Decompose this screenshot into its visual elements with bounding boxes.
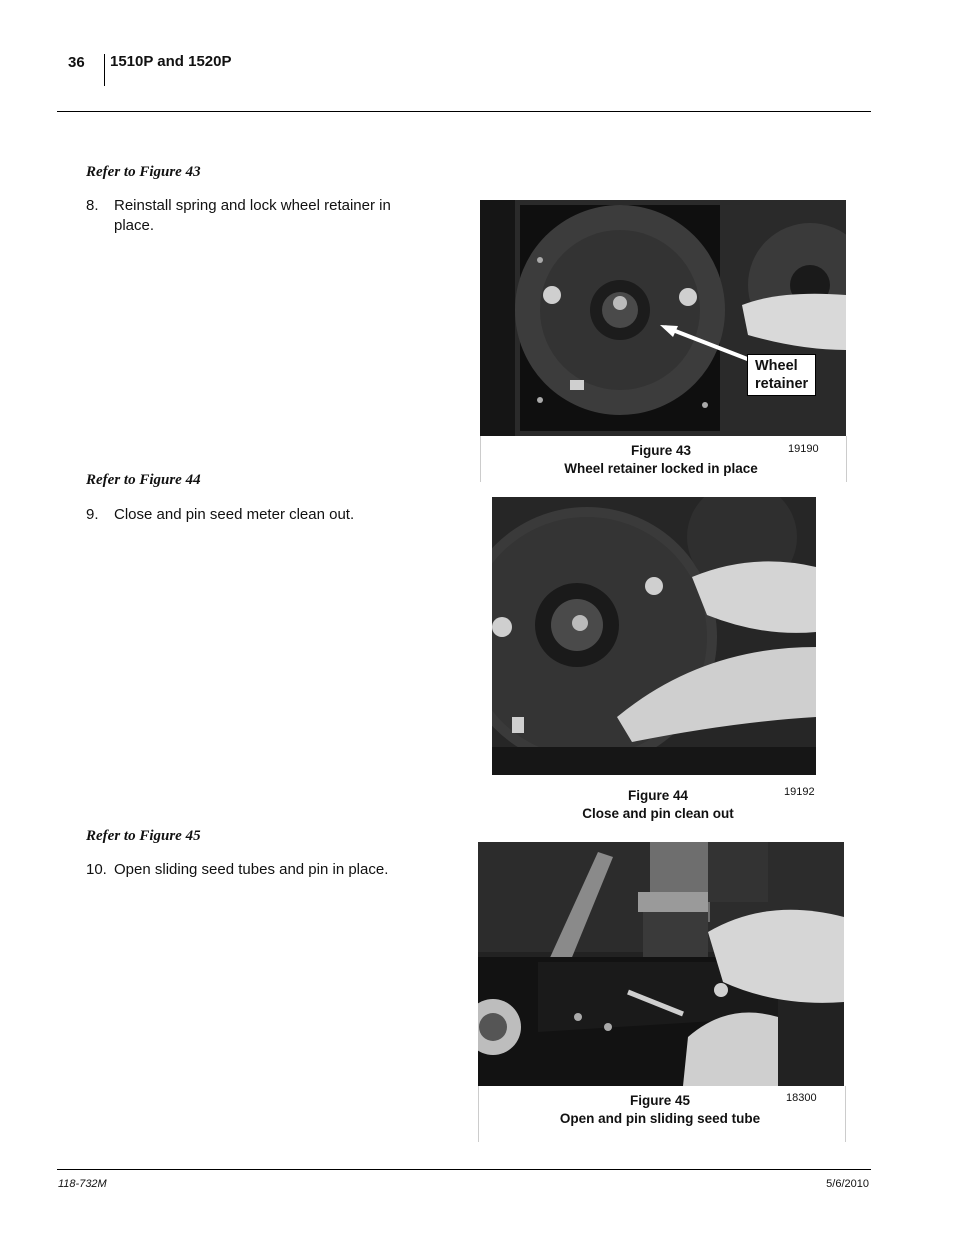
header-rule [57,111,871,112]
refer-figure-43: Refer to Figure 43 [86,164,201,180]
step-text: Reinstall spring and lock wheel retainer in place. [114,197,391,234]
figure-45-number: 18300 [786,1092,817,1104]
step-number: 10. [86,861,107,878]
refer-figure-45: Refer to Figure 45 [86,828,201,844]
figure-44-number: 19192 [784,786,815,798]
header-divider [104,54,105,86]
figure-label: Figure 43 [630,443,692,458]
figure-43-number: 19190 [788,443,819,455]
step-8 [86,196,406,240]
step-10 [86,860,406,882]
figure-caption: Close and pin clean out [582,806,734,821]
figure-44-photo [492,497,816,775]
document-title: 1510P and 1520P [110,53,232,70]
figure-label: Figure 45 [629,1093,691,1108]
seed-meter-photo-2 [492,497,816,775]
figure-44-caption [492,787,824,823]
step-number: 9. [86,506,99,523]
step-9 [86,505,406,527]
figure-45-photo [478,842,844,1086]
callout-line-1: Wheel [755,358,798,374]
step-text: Close and pin seed meter clean out. [114,506,355,523]
seed-tube-photo [478,842,844,1086]
wheel-retainer-callout [747,354,816,396]
step-number: 8. [86,197,99,214]
page-number: 36 [68,54,85,71]
seed-meter-photo-1 [480,200,846,436]
callout-line-2: retainer [755,376,809,392]
figure-43-photo [480,200,846,436]
figure-label: Figure 44 [627,788,689,803]
document-date: 5/6/2010 [826,1178,869,1190]
refer-figure-44: Refer to Figure 44 [86,472,201,488]
footer-rule [57,1169,871,1170]
document-number: 118-732M [58,1178,107,1190]
figure-caption: Open and pin sliding seed tube [559,1111,761,1126]
step-text: Open sliding seed tubes and pin in place. [114,861,389,878]
figure-caption: Wheel retainer locked in place [564,461,758,476]
